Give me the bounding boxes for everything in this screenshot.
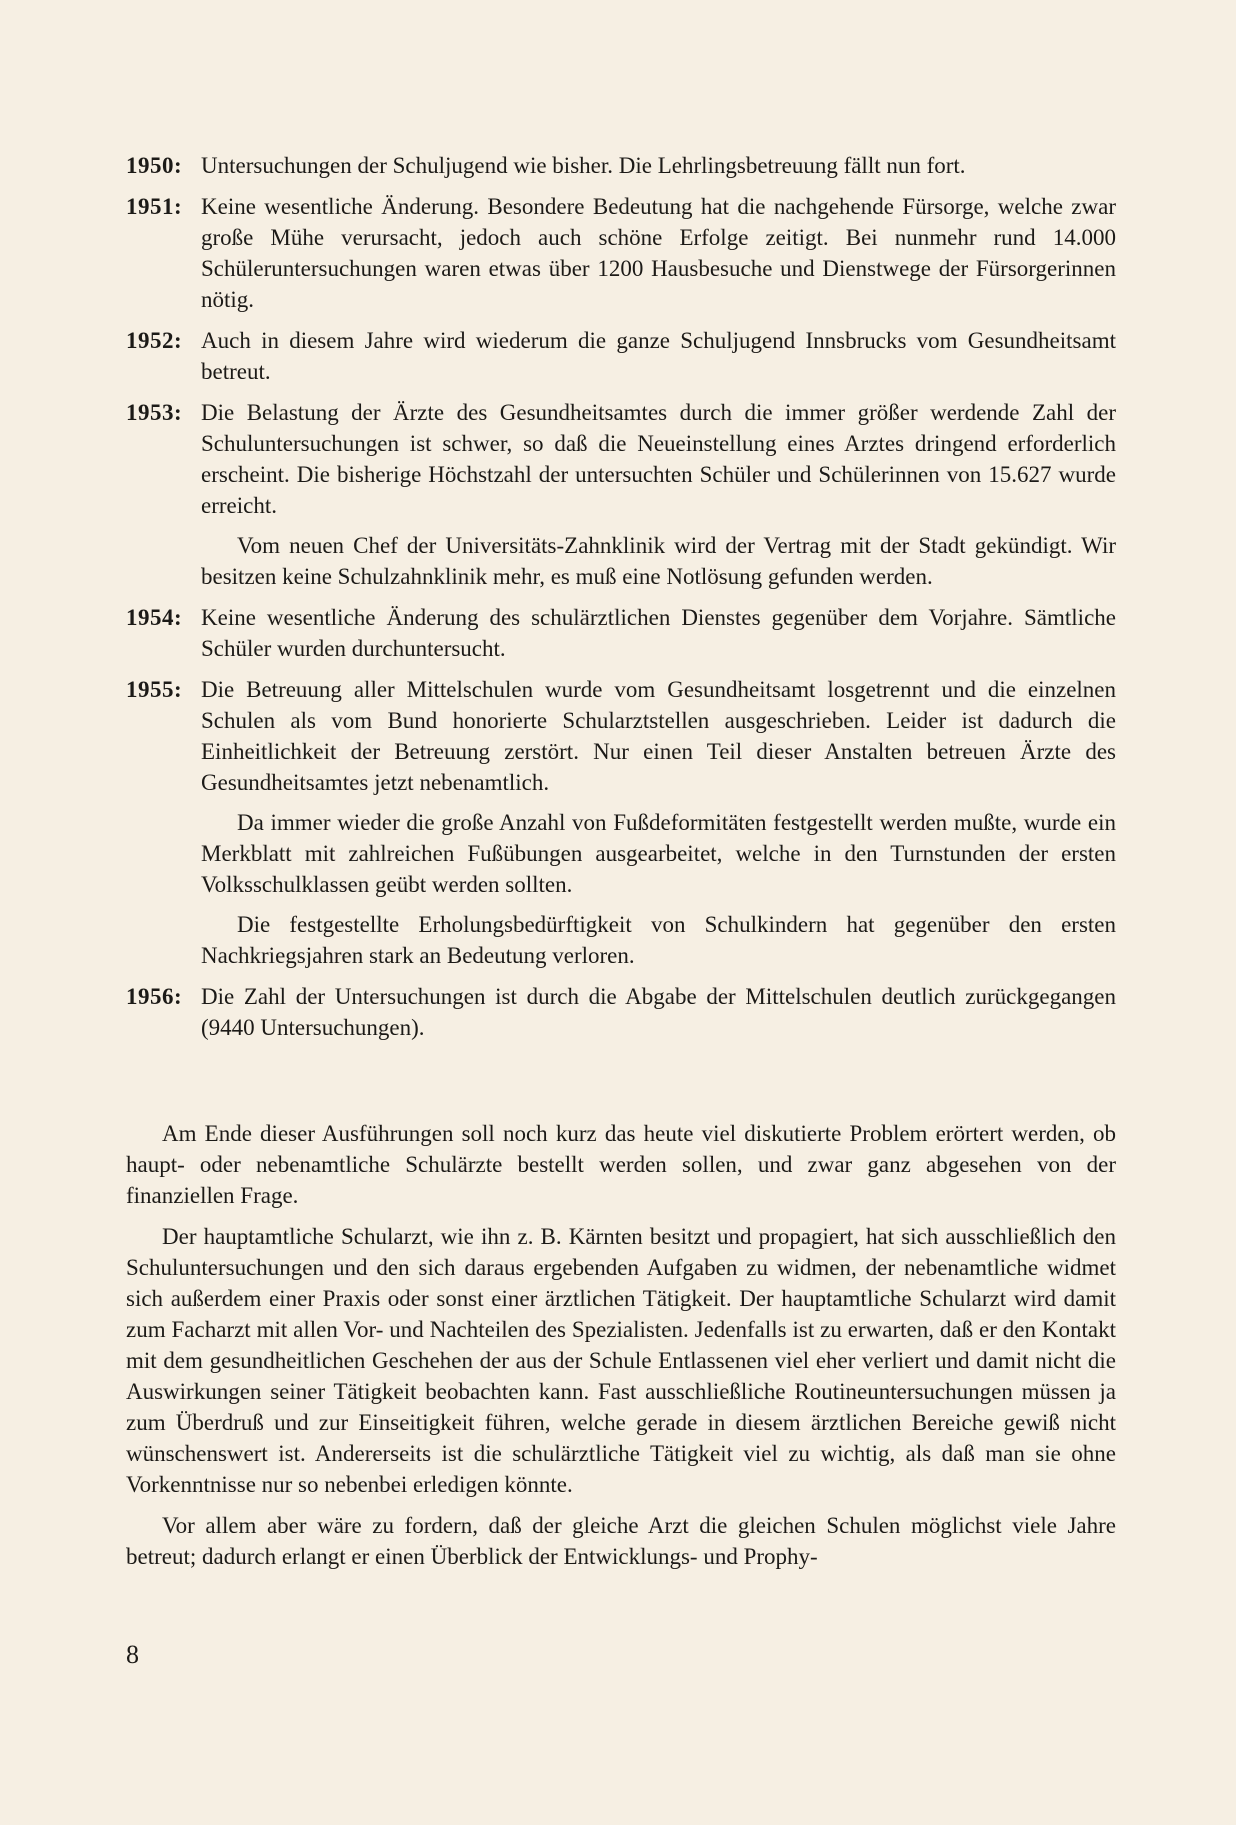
- chronicle-entry-1950: [126, 150, 1116, 181]
- essay-section: [126, 1118, 1116, 1582]
- entry-paragraph: Keine wesentliche Änderung des schulärztlichen Dienstes gegenüber dem Vorjahre. Sämtliche Schüler wurden durchuntersucht.: [201, 605, 1116, 661]
- entry-paragraph: Die festgestellte Erholungsbedürftigkeit von Schulkindern hat gegenüber den ersten Nachkriegsjahren stark an Bedeutung verloren.: [201, 912, 1116, 968]
- entry-body: [201, 397, 1116, 592]
- entry-year: 1954:: [126, 605, 183, 630]
- entry-body: [201, 325, 1116, 387]
- chronicle-entry-1951: [126, 191, 1116, 315]
- essay-paragraph: Am Ende dieser Ausführungen soll noch kurz das heute viel diskutierte Problem erörtert werden, ob haupt- oder nebenamtliche Schulärzte bestellt werden sollen, und zwar ganz abgesehen von der finanziellen Frage.: [126, 1121, 1116, 1208]
- entry-year: 1951:: [126, 194, 183, 219]
- entry-body: [201, 150, 1116, 181]
- chronicle-entry-1956: [126, 981, 1116, 1043]
- entry-year: 1953:: [126, 400, 183, 425]
- chronicle-entry-1952: [126, 325, 1116, 387]
- entry-body: [201, 674, 1116, 971]
- entry-body: [201, 981, 1116, 1043]
- essay-paragraph: Der hauptamtliche Schularzt, wie ihn z. B. Kärnten besitzt und propagiert, hat sich ausschließlich den Schuluntersuchungen und den sich daraus ergebenden Aufgaben zu widmen, der nebenamtliche widmet sich außerdem einer Praxis oder sonst einer ärztlichen Tätigkeit. Der hauptamtliche Schularzt wird damit zum Facharzt mit allen Vor- und Nachteilen des Spezialisten. Jedenfalls ist zu erwarten, daß er den Kontakt mit dem gesundheitlichen Geschehen der aus der Schule Entlassenen viel eher verliert und damit nicht die Auswirkungen seiner Tätigkeit beobachten kann. Fast ausschließliche Routineuntersuchungen müssen ja zum Überdruß und zur Einseitigkeit führen, welche gerade in diesem ärztlichen Bereiche gewiß nicht wünschenswert ist. Andererseits ist die schulärztliche Tätigkeit viel zu wichtig, als daß man sie ohne Vorkenntnisse nur so nebenbei erledigen könnte.: [126, 1224, 1116, 1497]
- chronicle-entry-1954: [126, 602, 1116, 664]
- entry-year: 1955:: [126, 677, 183, 702]
- chronicle-list: [126, 150, 1116, 1053]
- entry-paragraph: Vom neuen Chef der Universitäts-Zahnklinik wird der Vertrag mit der Stadt gekündigt. Wir besitzen keine Schulzahnklinik mehr, es muß eine Notlösung gefunden werden.: [201, 533, 1116, 589]
- entry-paragraph: Die Zahl der Untersuchungen ist durch die Abgabe der Mittelschulen deutlich zurückgegangen (9440 Untersuchungen).: [201, 984, 1116, 1040]
- entry-paragraph: Die Betreuung aller Mittelschulen wurde vom Gesundheitsamt losgetrennt und die einzelnen Schulen als vom Bund honorierte Schularztstellen ausgeschrieben. Leider ist dadurch die Einheitlichkeit der Betreuung zerstört. Nur einen Teil dieser Anstalten betreuen Ärzte des Gesundheitsamtes jetzt nebenamtlich.: [201, 677, 1116, 795]
- entry-paragraph: Auch in diesem Jahre wird wiederum die ganze Schuljugend Innsbrucks vom Gesundheitsamt betreut.: [201, 328, 1116, 384]
- entry-paragraph: Die Belastung der Ärzte des Gesundheitsamtes durch die immer größer werdende Zahl der Schuluntersuchungen ist schwer, so daß die Neueinstellung eines Arztes dringend erforderlich erscheint. Die bisherige Höchstzahl der untersuchten Schüler und Schülerinnen von 15.627 wurde erreicht.: [201, 400, 1116, 518]
- chronicle-entry-1953: [126, 397, 1116, 592]
- entry-body: [201, 191, 1116, 315]
- entry-body: [201, 602, 1116, 664]
- entry-paragraph: Untersuchungen der Schuljugend wie bisher. Die Lehrlingsbetreuung fällt nun fort.: [201, 153, 966, 178]
- entry-paragraph: Da immer wieder die große Anzahl von Fußdeformitäten festgestellt werden mußte, wurde ein Merkblatt mit zahlreichen Fußübungen ausgearbeitet, welche in den Turnstunden der ersten Volksschulklassen geübt werden sollten.: [201, 810, 1116, 897]
- entry-year: 1956:: [126, 984, 183, 1009]
- book-page: [126, 0, 1116, 1825]
- entry-year: 1952:: [126, 328, 183, 353]
- essay-paragraph: Vor allem aber wäre zu fordern, daß der gleiche Arzt die gleichen Schulen möglichst viele Jahre betreut; dadurch erlangt er einen Überblick der Entwicklungs- und Prophy-: [126, 1513, 1116, 1569]
- page-number: 8: [126, 1640, 139, 1669]
- chronicle-entry-1955: [126, 674, 1116, 971]
- entry-year: 1950:: [126, 153, 183, 178]
- entry-paragraph: Keine wesentliche Änderung. Besondere Bedeutung hat die nachgehende Fürsorge, welche zwar große Mühe verursacht, jedoch auch schöne Erfolge zeitigt. Bei nunmehr rund 14.000 Schüleruntersuchungen waren etwas über 1200 Hausbesuche und Dienstwege der Fürsorgerinnen nötig.: [201, 194, 1116, 312]
